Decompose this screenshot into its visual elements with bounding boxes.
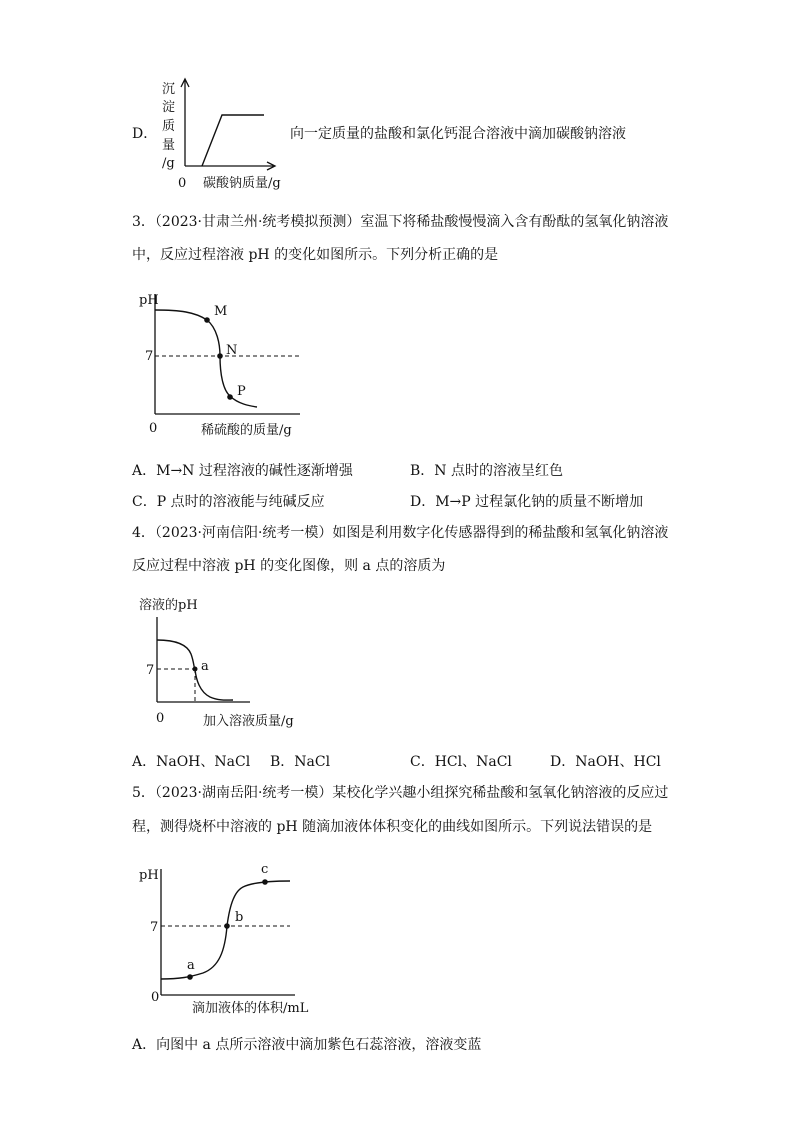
q2-option-d-letter: D．: [132, 126, 158, 142]
q3-label-N: N: [226, 343, 238, 358]
q3-stem-line1: 3．（2023·甘肃兰州·统考模拟预测）室温下将稀盐酸慢慢滴入含有酚酞的氢氧化钠溶液: [132, 214, 669, 230]
q3-option-b[interactable]: B．N 点时的溶液呈红色: [410, 463, 563, 479]
q5-label-c: c: [261, 862, 269, 877]
q3-option-c[interactable]: C．P 点时的溶液能与纯碱反应: [132, 494, 325, 510]
q5-xlabel: 滴加液体的体积/mL: [192, 1001, 309, 1016]
q4-stem-line1: 4．（2023·河南信阳·统考一模）如图是利用数字化传感器得到的稀盐酸和氢氧化钠溶液: [132, 525, 669, 541]
q3-ylabel: pH: [139, 293, 159, 308]
q3-point-M: [204, 317, 210, 323]
q5-stem-line1: 5．（2023·湖南岳阳·统考一模）某校化学兴趣小组探究稀盐酸和氢氧化钠溶液的反应过: [132, 785, 669, 801]
q5-point-c: [262, 879, 268, 885]
q3-point-N: [217, 353, 223, 359]
q3-origin: 0: [149, 421, 158, 436]
q3-ph-graph: [135, 282, 335, 442]
q2-ylabel-char: 量: [162, 138, 176, 153]
q4-option-c[interactable]: C．HCl、NaCl: [410, 754, 512, 770]
q4-origin: 0: [156, 711, 165, 726]
q3-tick-7: 7: [145, 349, 154, 364]
q5-ph-curve: [161, 881, 290, 979]
q4-option-b[interactable]: B．NaCl: [270, 754, 331, 770]
q2-ylabel-char: /g: [162, 156, 175, 171]
q4-label-a: a: [201, 659, 209, 674]
q4-stem-line2: 反应过程中溶液 pH 的变化图像，则 a 点的溶质为: [132, 558, 446, 574]
q2-precipitate-line: [202, 115, 264, 166]
q2-ylabel-char: 沉: [162, 82, 176, 97]
q5-point-a: [187, 974, 193, 980]
q5-option-a[interactable]: A．向图中 a 点所示溶液中滴加紫色石蕊溶液，溶液变蓝: [132, 1037, 482, 1053]
q3-point-P: [227, 394, 233, 400]
q5-tick-7: 7: [150, 920, 159, 935]
q5-stem-line2: 程，测得烧杯中溶液的 pH 随滴加液体体积变化的曲线如图所示。下列说法错误的是: [132, 819, 653, 835]
q3-xlabel: 稀硫酸的质量/g: [201, 423, 292, 438]
q5-label-a: a: [187, 958, 195, 973]
q5-origin: 0: [151, 990, 160, 1005]
q3-label-M: M: [214, 304, 228, 319]
q2-xlabel: 碳酸钠质量/g: [203, 176, 281, 191]
q4-xlabel: 加入溶液质量/g: [203, 714, 294, 729]
q5-label-b: b: [235, 910, 244, 925]
q5-point-b: [224, 923, 230, 929]
q4-point-a: [193, 667, 198, 672]
q2-ylabel-char: 质: [162, 119, 176, 134]
q4-option-d[interactable]: D．NaOH、HCl: [550, 754, 661, 770]
q4-ylabel: 溶液的pH: [139, 598, 198, 613]
q5-ylabel: pH: [139, 868, 159, 883]
q5-ph-graph: [135, 855, 355, 1025]
q3-label-P: P: [237, 384, 246, 399]
q4-option-a[interactable]: A．NaOH、NaCl: [132, 754, 251, 770]
q2-origin: 0: [178, 176, 187, 191]
q4-ph-graph: [135, 592, 335, 742]
q2-option-d-text: 向一定质量的盐酸和氯化钙混合溶液中滴加碳酸钠溶液: [290, 126, 626, 142]
q3-option-d[interactable]: D．M→P 过程氯化钠的质量不断增加: [410, 494, 644, 510]
q4-tick-7: 7: [146, 663, 155, 678]
q3-option-a[interactable]: A．M→N 过程溶液的碱性逐渐增强: [132, 463, 353, 479]
q3-stem-line2: 中，反应过程溶液 pH 的变化如图所示。下列分析正确的是: [132, 247, 499, 263]
q2-ylabel-char: 淀: [162, 100, 176, 115]
